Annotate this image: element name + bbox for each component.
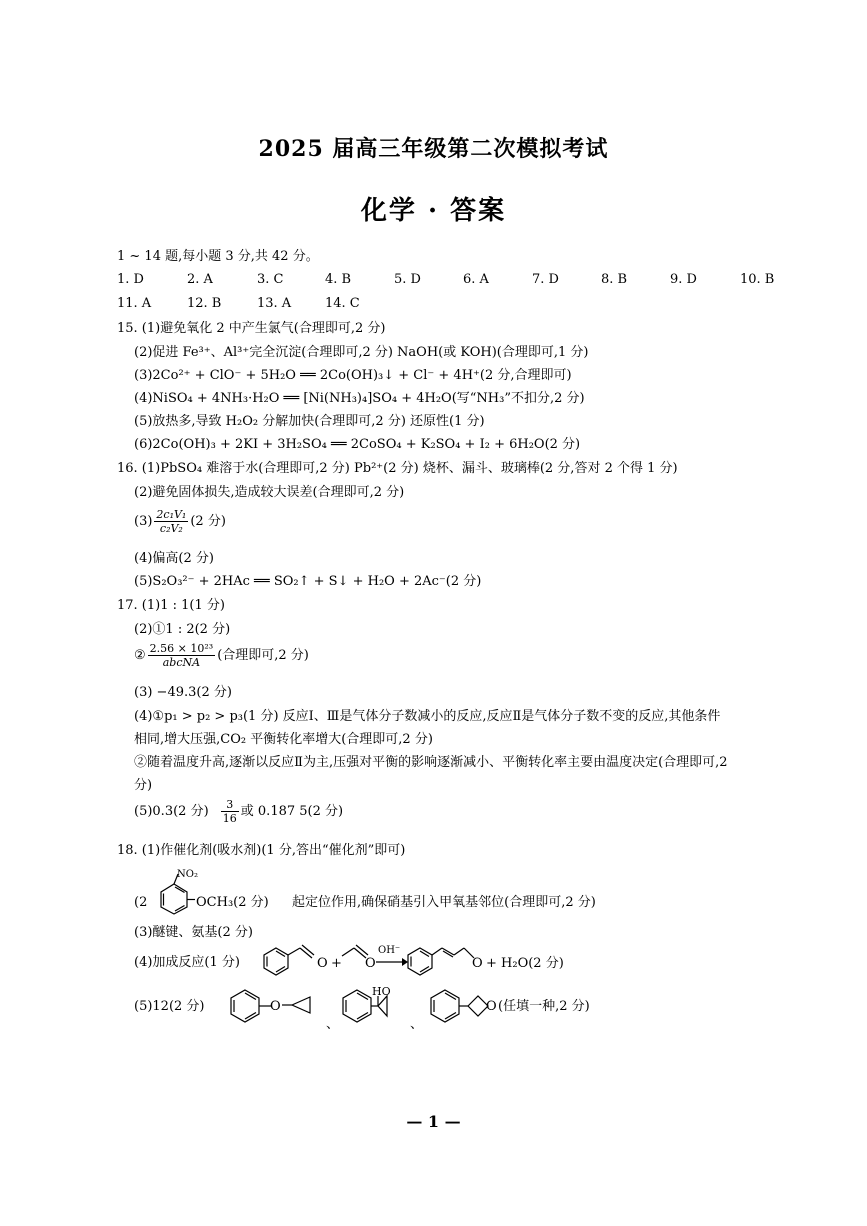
mc-answer: 4. B [325, 272, 352, 287]
mc-answer: 9. D [670, 272, 697, 287]
catalyst-label: OH⁻ [378, 945, 401, 956]
q17-part4-line2: 相同,增大压强,CO₂ 平衡转化率增大(合理即可,2 分) [134, 732, 433, 747]
q18-part5-note: (任填一种,2 分) [498, 999, 590, 1014]
mc-answer: 2. A [187, 272, 213, 287]
q18-part1: 18. (1)作催化剂(吸水剂)(1 分,答出“催化剂”即可) [117, 843, 406, 858]
q16-part3 [134, 508, 226, 536]
q17-part2-score: (合理即可,2 分) [217, 648, 309, 663]
mc-answer: 11. A [117, 296, 152, 311]
mc-answer: 6. A [463, 272, 489, 287]
fraction-denominator: abcNA [162, 656, 201, 669]
q17-part2-sub2 [134, 642, 309, 670]
q15-part4: (4)NiSO₄ + 4NH₃·H₂O ══ [Ni(NH₃)₄]SO₄ + 4H₂O(写“NH₃”不扣分,2 分) [134, 391, 585, 406]
q15-part3: (3)2Co²⁺ + ClO⁻ + 5H₂O ══ 2Co(OH)₃↓ + Cl⁻ + 4H⁺(2 分,合理即可) [134, 368, 572, 383]
q17-part1: 17. (1)1 : 1(1 分) [117, 598, 225, 613]
q17-part4-line1: (4)①p₁ > p₂ > p₃(1 分) 反应Ⅰ、Ⅲ是气体分子数减小的反应,反应Ⅱ是气体分子数不变的反应,其他条件 [134, 709, 721, 724]
q15-part1: 15. (1)避免氧化 2 中产生氯气(合理即可,2 分) [117, 321, 386, 336]
q17-part2: (2)①1 : 2(2 分) [134, 622, 231, 637]
q17-part5 [134, 798, 343, 826]
q17-part5-prefix: (5)0.3(2 分) [134, 804, 209, 819]
nitro-group-label: NO₂ [177, 869, 198, 880]
mc-intro: 1 ~ 14 题,每小题 3 分,共 42 分。 [117, 249, 319, 264]
q16-part4: (4)偏高(2 分) [134, 551, 214, 566]
q18-part5-prefix: (5)12(2 分) [134, 999, 205, 1014]
q18-part3: (3)醚键、氨基(2 分) [134, 925, 253, 940]
q18-part4-prefix: (4)加成反应(1 分) [134, 955, 240, 970]
q17-part5-fraction [221, 798, 239, 825]
cyclopropyl-icon [280, 994, 322, 1016]
phenyl-ring-icon [228, 986, 276, 1026]
q17-part4-line4: 分) [134, 778, 153, 793]
q18-part2-explanation: 起定位作用,确保硝基引入甲氧基邻位(合理即可,2 分) [292, 895, 596, 910]
oxetane-o-label: O [486, 999, 497, 1014]
q18-part4-water: + H₂O(2 分) [486, 956, 564, 971]
q15-part2: (2)促进 Fe³⁺、Al³⁺完全沉淀(合理即可,2 分) NaOH(或 KOH)(合理即可,1 分) [134, 345, 589, 360]
reaction-arrow-icon [374, 956, 408, 968]
mc-answer: 12. B [187, 296, 222, 311]
q17-part3: (3) −49.3(2 分) [134, 685, 232, 700]
mc-answer: 7. D [532, 272, 559, 287]
q16-part2: (2)避免固体损失,造成较大误差(合理即可,2 分) [134, 485, 405, 500]
product-o-label: O [472, 956, 483, 971]
mc-answer: 8. B [601, 272, 628, 287]
exam-title: 2025 届高三年级第二次模拟考试 [258, 136, 609, 162]
mc-answer: 1. D [117, 272, 144, 287]
fraction-numerator: 3 [221, 798, 239, 812]
acetaldehyde-o-label: O [365, 956, 376, 971]
page-number: — 1 — [406, 1112, 461, 1131]
mc-answer: 14. C [325, 296, 360, 311]
cinnamaldehyde-structure-icon [406, 940, 480, 978]
separator-1: 、 [326, 1017, 340, 1032]
mc-answer: 13. A [257, 296, 292, 311]
q17-part4-line3: ②随着温度升高,逐渐以反应Ⅱ为主,压强对平衡的影响逐渐减小、平衡转化率主要由温度决定(合理即可,2 [134, 755, 728, 770]
aldehyde-o-label: O [317, 956, 328, 971]
mc-answer: 3. C [257, 272, 284, 287]
mc-answer: 5. D [394, 272, 421, 287]
mc-answer: 10. B [740, 272, 775, 287]
separator-2: 、 [410, 1017, 424, 1032]
q17-circle-2: ② [134, 648, 146, 663]
fraction-numerator: 2.56 × 10²³ [149, 642, 214, 655]
hydroxyl-label: HO [372, 985, 391, 998]
plus-sign: + [331, 956, 342, 971]
q16-part5: (5)S₂O₃²⁻ + 2HAc ══ SO₂↑ + S↓ + H₂O + 2Ac⁻(2 分) [134, 574, 482, 589]
answer-subtitle: 化学 · 答案 [360, 196, 507, 226]
q16-part3-prefix: (3) [134, 514, 153, 529]
q16-part3-score: (2 分) [190, 514, 226, 529]
q16-part1: 16. (1)PbSO₄ 难溶于水(合理即可,2 分) Pb²⁺(2 分) 烧杯、漏斗、玻璃棒(2 分,答对 2 个得 1 分) [117, 461, 678, 476]
methoxy-group-label: OCH₃(2 分) [196, 895, 269, 910]
ether-o-label: O [270, 999, 281, 1014]
q16-fraction [154, 508, 188, 535]
q17-part5-alt: 或 0.187 5(2 分) [240, 804, 344, 819]
q15-part6: (6)2Co(OH)₃ + 2KI + 3H₂SO₄ ══ 2CoSO₄ + K₂SO₄ + I₂ + 6H₂O(2 分) [134, 437, 581, 452]
fraction-numerator: 2c₁V₁ [156, 508, 187, 521]
q18-part2-prefix: (2 [134, 895, 148, 910]
fraction-denominator: c₂V₂ [159, 522, 183, 535]
q15-part5: (5)放热多,导致 H₂O₂ 分解加快(合理即可,2 分) 还原性(1 分) [134, 414, 485, 429]
fraction-denominator: 16 [222, 812, 237, 825]
q17-fraction [148, 642, 216, 669]
